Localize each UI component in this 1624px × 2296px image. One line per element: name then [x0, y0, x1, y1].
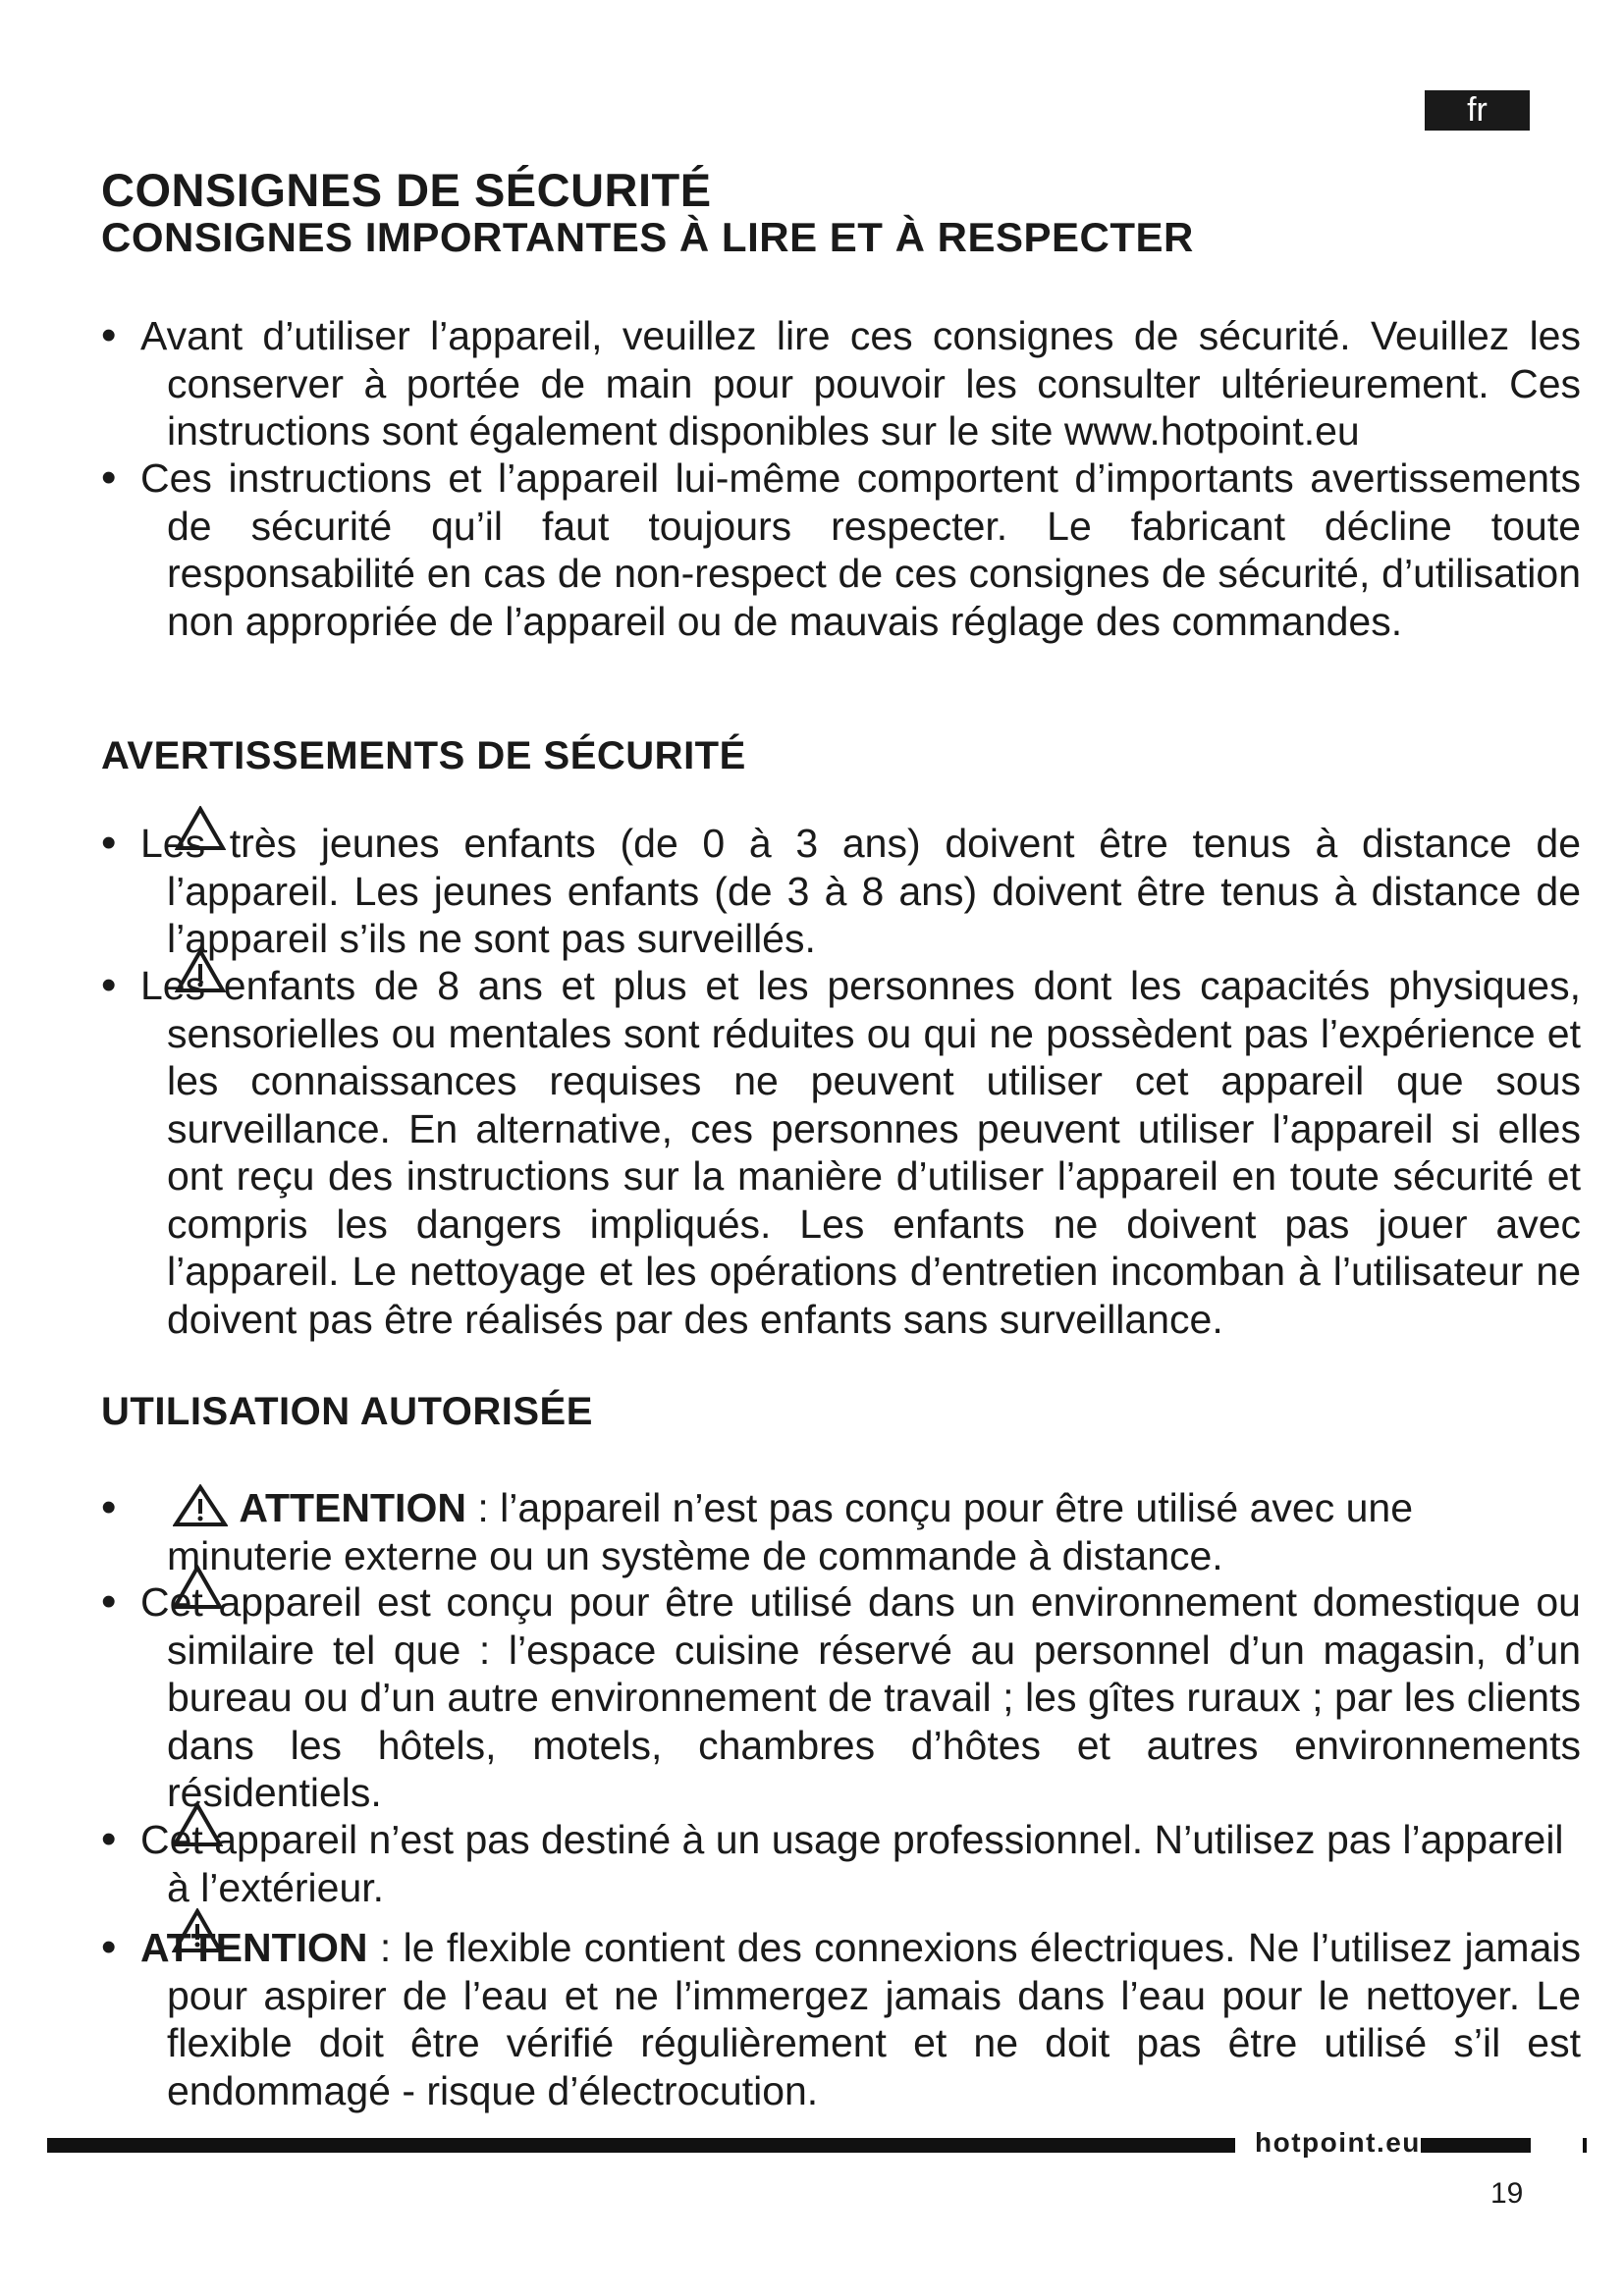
bullet: •	[101, 1483, 117, 1531]
page-title: CONSIGNES DE SÉCURITÉ	[101, 164, 712, 216]
bullet: •	[101, 454, 117, 502]
footer-bar-right	[1421, 2138, 1531, 2153]
usage-item-text: Cet appareil n’est pas destiné à un usage professionnel. N’utilisez pas l’appareil à l’extérieur.	[140, 1817, 1564, 1910]
warning-triangle-icon	[173, 1484, 228, 1527]
warning-item-text: Les très jeunes enfants (de 0 à 3 ans) doivent être tenus à distance de l’appareil. Les jeunes enfants (de 3 à 8 ans) doivent être tenus à distance de l’appareil s’ils ne sont pas surveillés.	[140, 821, 1581, 961]
footer-site: hotpoint.eu	[1255, 2127, 1421, 2158]
attention-label: ATTENTION	[140, 1925, 368, 1970]
intro-item-text: Avant d’utiliser l’appareil, veuillez lire ces consignes de sécurité. Veuillez les conserver à portée de main pour pouvoir les consulter ultérieurement. Ces instructions sont également disponibles sur le site www.hotpoint.eu	[140, 313, 1581, 454]
bullet: •	[101, 961, 117, 1009]
warnings-section-title: AVERTISSEMENTS DE SÉCURITÉ	[101, 734, 746, 777]
footer-bar-left	[47, 2138, 1235, 2153]
bullet: •	[101, 819, 117, 867]
usage-item-text: ATTENTION : le flexible contient des connexions électriques. Ne l’utilisez jamais pour aspirer de l’eau et ne l’immergez jamais dans l’eau pour le nettoyer. Le flexible doit être vérifié régulièrement et ne doit pas être utilisé s’il est endommagé - risque d’électrocution.	[140, 1925, 1581, 2113]
language-tab: fr	[1425, 90, 1530, 131]
bullet: •	[101, 311, 117, 359]
bullet: •	[101, 1815, 117, 1863]
usage-item-text: Cet appareil est conçu pour être utilisé dans un environnement domestique ou similaire tel que : l’espace cuisine réservé au personnel d’un magasin, d’un bureau ou d’un autre environnement de travail ; les gîtes ruraux ; par les clients dans les hôtels, motels, chambres d’hôtes et autres environnements résidentiels.	[140, 1579, 1581, 1815]
usage-item-text: ATTENTION : l’appareil n’est pas conçu pour être utilisé avec une minuterie externe ou un système de commande à distance.	[167, 1485, 1414, 1578]
footer-tick	[1583, 2138, 1587, 2153]
bullet: •	[101, 1577, 117, 1626]
bullet: •	[101, 1923, 117, 1971]
warning-item-text: Les enfants de 8 ans et plus et les personnes dont les capacités physiques, sensorielles ou mentales sont réduites ou qui ne possèdent pas l’expérience et les connaissances requises ne peuvent utiliser cet appareil que sous surveillance. En alternative, ces personnes peuvent utiliser l’appareil si elles ont reçu des instructions sur la manière d’utiliser l’appareil en toute sécurité et compris les dangers impliqués. Les enfants ne doivent pas jouer avec l’appareil. Le nettoyage et les opérations d’entretien incomban à l’utilisateur ne doivent pas être réalisés par des enfants sans surveillance.	[140, 963, 1581, 1342]
attention-label: ATTENTION	[239, 1485, 466, 1530]
page-number: 19	[1490, 2177, 1524, 2210]
usage-section-title: UTILISATION AUTORISÉE	[101, 1390, 593, 1433]
page-subtitle: CONSIGNES IMPORTANTES À LIRE ET À RESPECTER	[101, 214, 1194, 260]
intro-item-text: Ces instructions et l’appareil lui-même comportent d’importants avertissements de sécurité qu’il faut toujours respecter. Le fabricant décline toute responsabilité en cas de non-respect de ces consignes de sécurité, d’utilisation non appropriée de l’appareil ou de mauvais réglage des commandes.	[140, 455, 1581, 644]
